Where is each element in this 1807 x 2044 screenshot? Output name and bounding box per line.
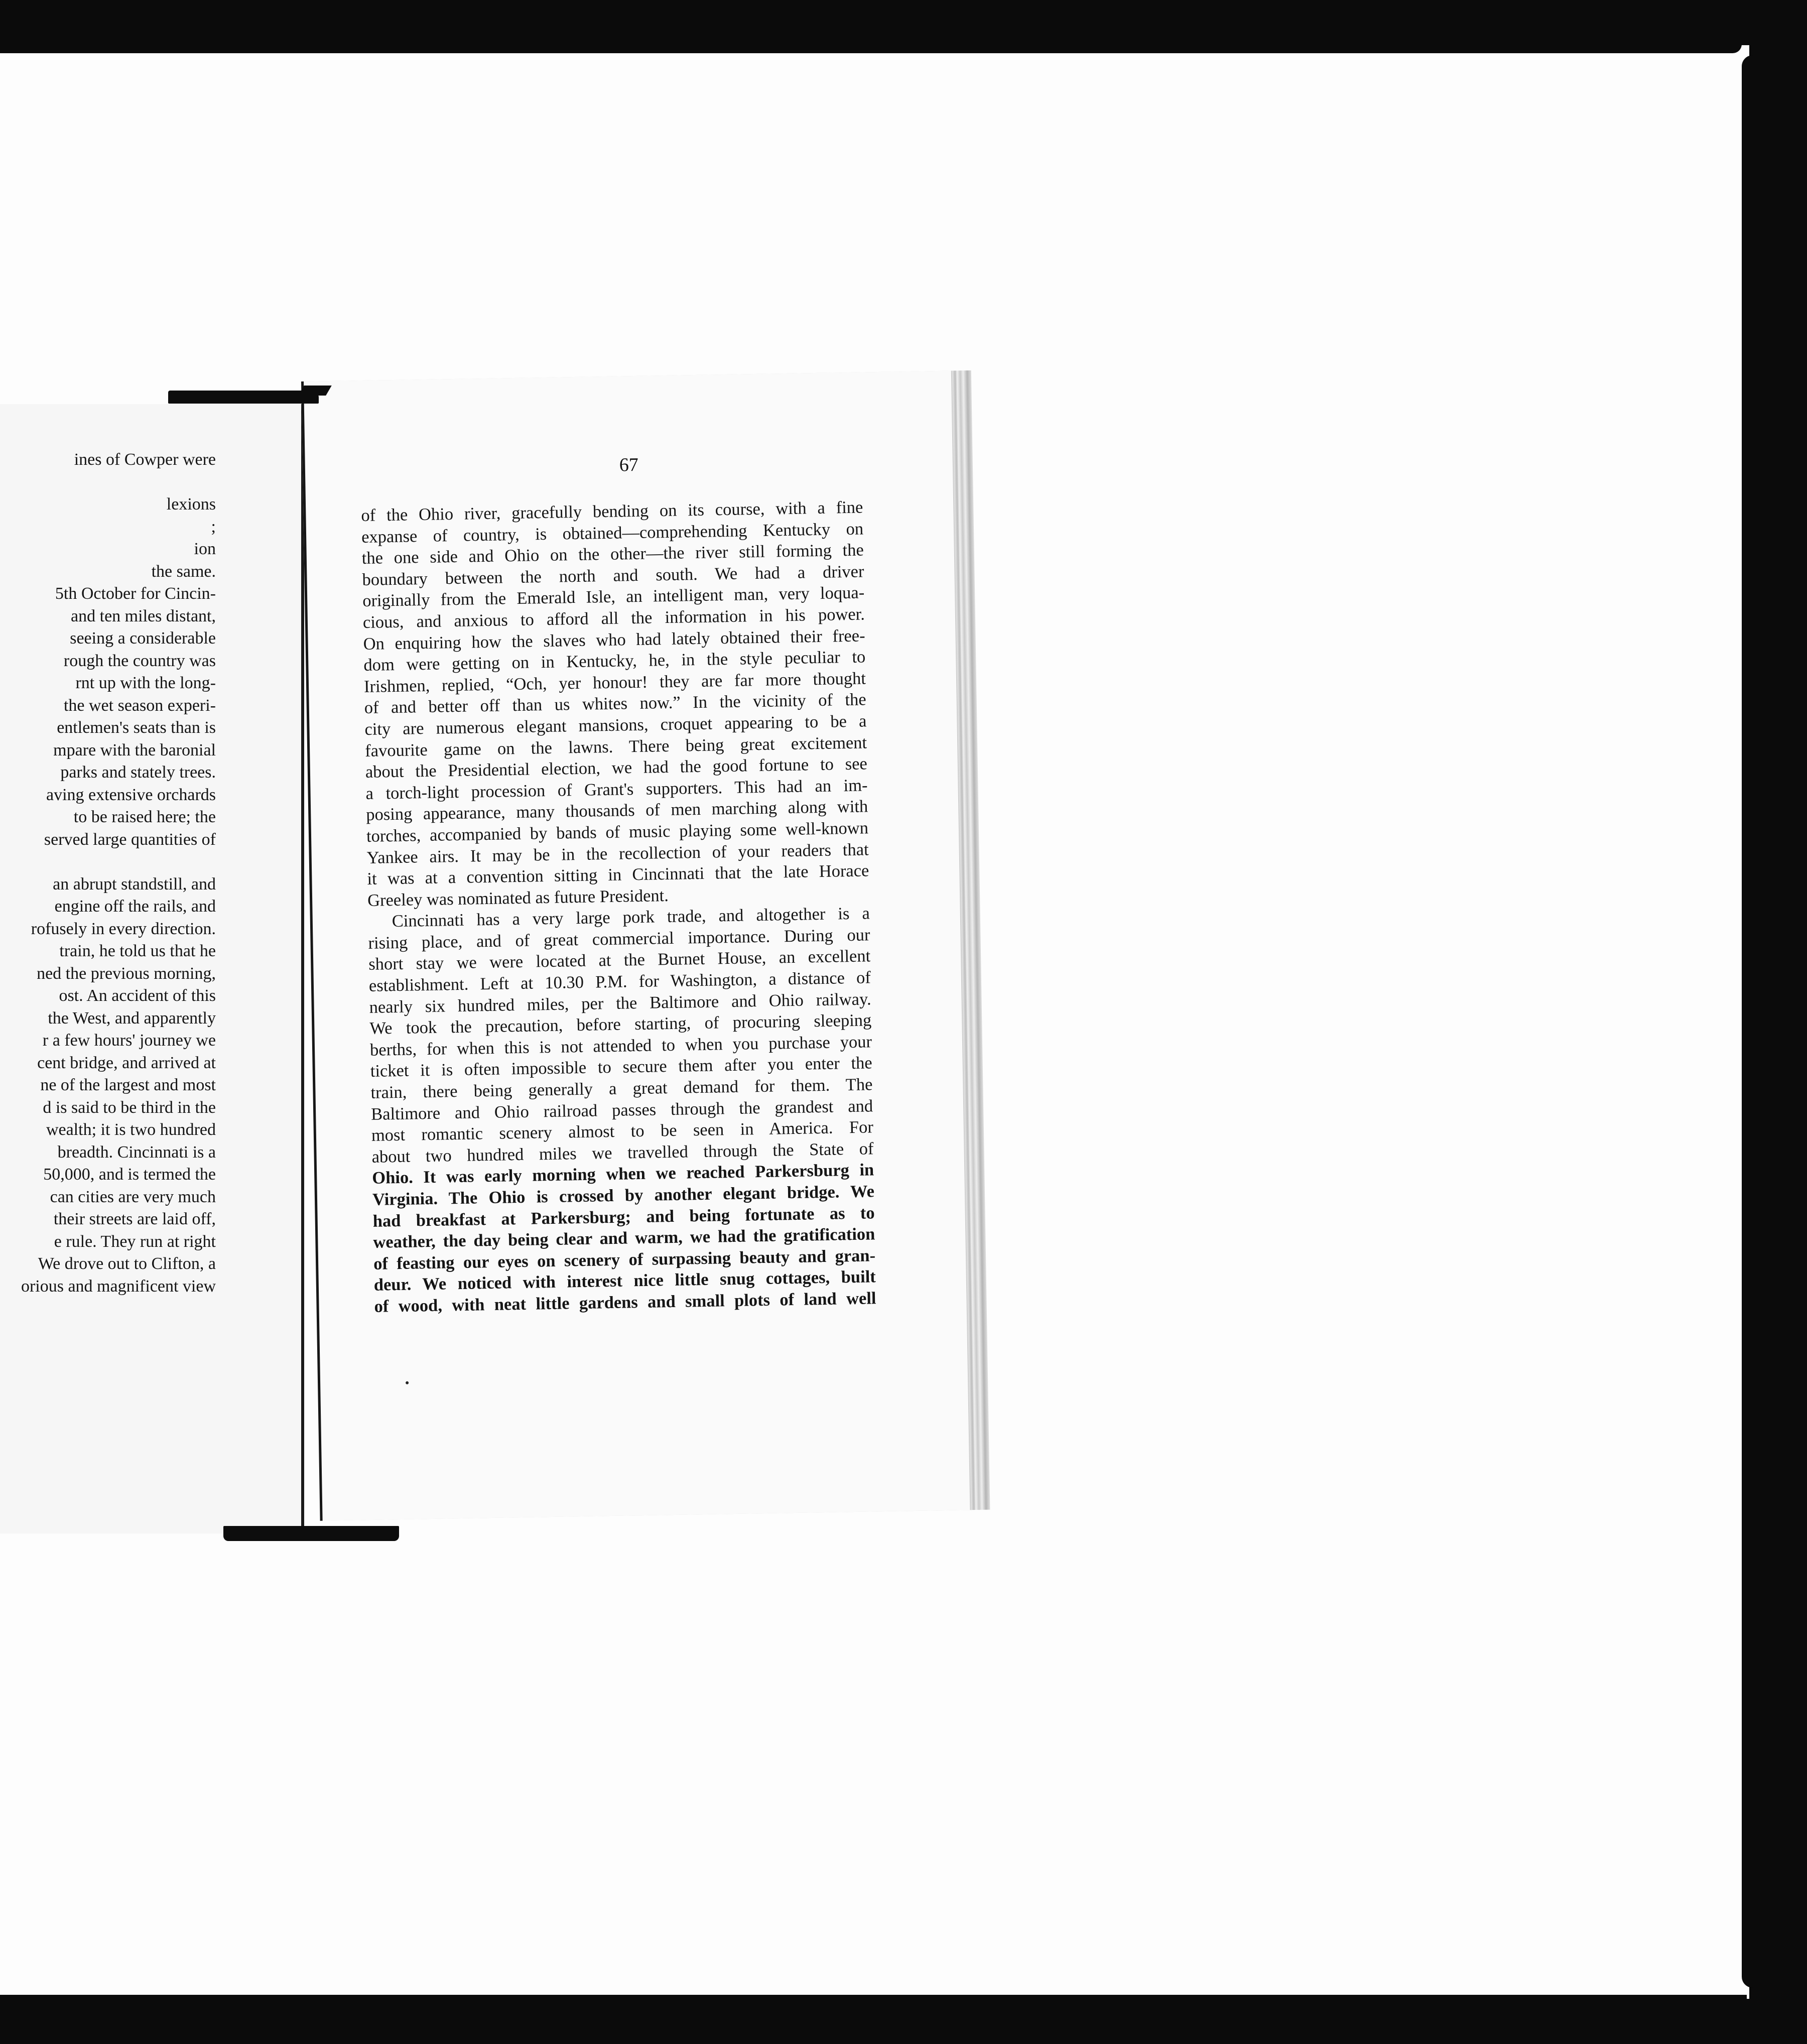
left-text-line: breadth. Cincinnati is a bbox=[57, 1142, 216, 1162]
left-text-line: ost. An accident of this bbox=[59, 986, 216, 1005]
left-text-line: We drove out to Clifton, a bbox=[38, 1254, 216, 1273]
left-text-line: to be raised here; the bbox=[73, 808, 216, 826]
text-line: originally from the Emerald Isle, an intelligent man, very loqua- bbox=[362, 583, 865, 611]
text-line: a torch-light procession of Grant's supporters. This had an im- bbox=[365, 776, 868, 803]
text-line: short stay we were located at the Burnet House, an excellent bbox=[368, 946, 871, 974]
left-text-line: and ten miles distant, bbox=[71, 606, 216, 625]
left-text-line bbox=[0, 471, 216, 494]
left-text-line: entlemen's seats than is bbox=[57, 718, 216, 737]
left-text-line: ion bbox=[194, 540, 216, 558]
left-text-line: parks and stately trees. bbox=[60, 763, 216, 782]
left-text-line: d is said to be third in the bbox=[43, 1098, 216, 1117]
left-text-line: cent bridge, and arrived at bbox=[37, 1053, 216, 1072]
left-text-line: lexions bbox=[166, 495, 216, 514]
text-line: On enquiring how the slaves who had lately obtained their free- bbox=[363, 626, 865, 654]
text-line: Ohio. It was early morning when we reached Parkersburg in bbox=[372, 1160, 874, 1188]
text-line: Irishmen, replied, “Och, yer honour! they are far more thought bbox=[363, 669, 866, 696]
left-text-line: r a few hours' journey we bbox=[42, 1031, 216, 1050]
left-text-line: their streets are laid off, bbox=[53, 1210, 216, 1228]
left-text-line: ; bbox=[211, 517, 216, 536]
left-text-line: ned the previous morning, bbox=[37, 964, 216, 983]
text-line: deur. We noticed with interest nice little snug cottages, built bbox=[373, 1267, 876, 1295]
text-line: it was at a convention sitting in Cincinnati that the late Horace bbox=[367, 861, 869, 889]
film-frame-right bbox=[1749, 0, 1807, 2044]
page-number: 67 bbox=[619, 454, 639, 476]
left-text-line: train, he told us that he bbox=[59, 942, 216, 960]
left-text-line: ines of Cowper were bbox=[74, 450, 216, 469]
left-text-line: can cities are very much bbox=[50, 1187, 216, 1206]
left-text-line: mpare with the baronial bbox=[53, 740, 216, 759]
left-text-line: engine off the rails, and bbox=[54, 897, 216, 916]
text-line: Baltimore and Ohio railroad passes through the grandest and bbox=[370, 1096, 873, 1124]
binding-clip-top bbox=[168, 391, 319, 404]
text-line: most romantic scenery almost to be seen in America. For bbox=[371, 1117, 874, 1145]
left-text-line: e rule. They run at right bbox=[54, 1232, 216, 1251]
text-line: Virginia. The Ohio is crossed by another elegant bridge. We bbox=[372, 1182, 875, 1209]
left-text-line: the West, and apparently bbox=[48, 1008, 216, 1028]
text-line: of feasting our eyes on scenery of surpassing beauty and gran- bbox=[373, 1246, 876, 1273]
film-frame-bottom bbox=[0, 1999, 1807, 2044]
text-line: of wood, with neat little gardens and small plots of land well bbox=[374, 1289, 876, 1316]
text-line: of and better off than us whites now.” In the vicinity of the bbox=[364, 690, 866, 718]
left-text-line: the wet season experi- bbox=[63, 696, 216, 715]
film-frame-right-edge bbox=[1742, 55, 1753, 1988]
left-text-line: ne of the largest and most bbox=[40, 1076, 216, 1094]
text-line: about the Presidential election, we had the good fortune to see bbox=[365, 754, 868, 782]
text-line: weather, the day being clear and warm, we had the gratification bbox=[373, 1224, 875, 1252]
page-edge-stack bbox=[952, 370, 990, 1510]
left-text-line: seeing a considerable bbox=[70, 629, 216, 648]
right-page bbox=[301, 371, 970, 1521]
text-line: the one side and Ohio on the other—the river still forming the bbox=[361, 540, 864, 568]
text-line: favourite game on the lawns. There being great excitement bbox=[364, 732, 867, 760]
text-line: cious, and anxious to afford all the information in his power. bbox=[362, 604, 865, 632]
left-text-line: an abrupt standstill, and bbox=[53, 874, 216, 893]
left-text-line bbox=[0, 851, 216, 873]
text-line: We took the precaution, before starting, of procuring sleeping bbox=[369, 1010, 872, 1039]
left-text-line bbox=[0, 404, 216, 427]
text-line: establishment. Left at 10.30 P.M. for Washington, a distance of bbox=[368, 968, 871, 995]
text-line: torches, accompanied by bands of music playing some well-known bbox=[366, 818, 869, 846]
text-line: had breakfast at Parkersburg; and being fortunate as to bbox=[372, 1203, 875, 1231]
text-line: posing appearance, many thousands of men marching along with bbox=[366, 797, 868, 825]
text-line: rising place, and of great commercial importance. During our bbox=[368, 925, 870, 953]
left-text-line: rnt up with the long- bbox=[75, 674, 216, 692]
text-line: city are numerous elegant mansions, croquet appearing to be a bbox=[364, 711, 867, 739]
film-frame-bottom-edge bbox=[0, 1995, 1747, 2002]
text-line: berths, for when this is not attended to when you purchase your bbox=[369, 1032, 872, 1060]
text-line: Cincinnati has a very large pork trade, and altogether is a bbox=[392, 904, 870, 931]
film-frame-top-edge bbox=[0, 44, 1742, 53]
text-line: Greeley was nominated as future President. bbox=[367, 885, 669, 910]
left-page-text bbox=[0, 404, 216, 1298]
text-line: ticket it is often impossible to secure them after you enter the bbox=[370, 1053, 872, 1081]
left-text-line: wealth; it is two hundred bbox=[46, 1120, 216, 1139]
text-line: Yankee airs. It may be in the recollection of your readers that bbox=[366, 839, 869, 867]
left-text-line: orious and magnificent view bbox=[21, 1276, 216, 1296]
left-page bbox=[0, 404, 304, 1534]
left-text-line: rough the country was bbox=[63, 651, 216, 670]
left-text-line: served large quantities of bbox=[44, 830, 216, 849]
text-line: expanse of country, is obtained—comprehending Kentucky on bbox=[361, 519, 864, 547]
text-line: boundary between the north and south. We had a driver bbox=[362, 562, 864, 589]
text-line: nearly six hundred miles, per the Baltimore and Ohio railway. bbox=[369, 989, 871, 1017]
left-text-line: the same. bbox=[151, 562, 216, 581]
binding-clip-bottom bbox=[223, 1526, 399, 1541]
dust-speck bbox=[406, 1381, 409, 1384]
text-line: train, there being generally a great demand for them. The bbox=[370, 1075, 873, 1102]
body-text bbox=[361, 496, 876, 1317]
left-text-line: 50,000, and is termed the bbox=[43, 1165, 216, 1184]
left-text-line: aving extensive orchards bbox=[46, 785, 216, 804]
left-text-line: rofusely in every direction. bbox=[31, 919, 216, 938]
binding-clip-top-tip bbox=[298, 386, 332, 396]
left-text-line bbox=[0, 427, 216, 449]
left-text-line: 5th October for Cincin- bbox=[55, 584, 216, 603]
text-line: of the Ohio river, gracefully bending on its course, with a fine bbox=[361, 497, 863, 526]
text-line: about two hundred miles we travelled through the State of bbox=[371, 1139, 874, 1167]
film-frame-top bbox=[0, 0, 1807, 45]
text-line: dom were getting on in Kentucky, he, in the style peculiar to bbox=[363, 647, 866, 675]
